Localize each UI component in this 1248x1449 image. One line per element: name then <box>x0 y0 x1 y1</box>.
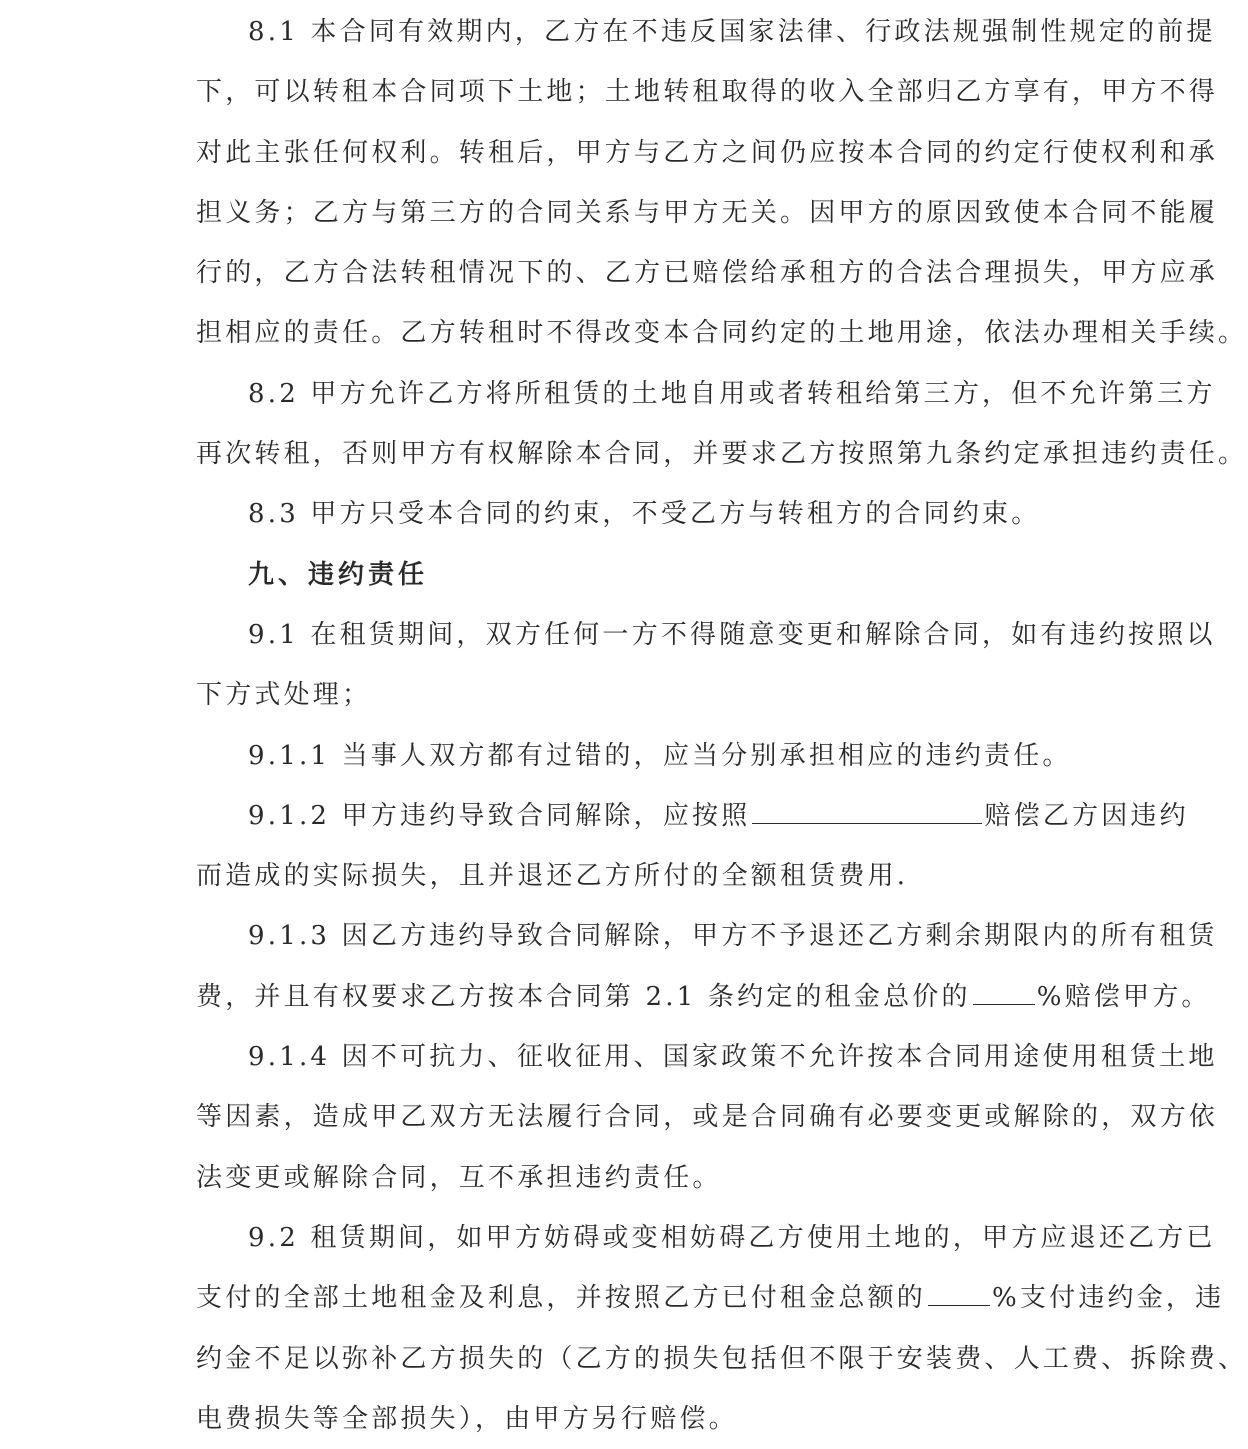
clause-8-1-line-6: 担相应的责任。乙方转租时不得改变本合同约定的土地用途，依法办理相关手续。 <box>196 318 1248 349</box>
clause-9-2-text-before: 支付的全部土地租金及利息，并按照乙方已付租金总额的 <box>196 1283 927 1314</box>
clause-8-2-line-2: 再次转租，否则甲方有权解除本合同，并要求乙方按照第九条约定承担违约责任。 <box>196 439 1248 470</box>
clause-9-1-2-line-2: 而造成的实际损失，且并退还乙方所付的全额租赁费用. <box>196 861 909 892</box>
clause-8-1-line-1: 8.1 本合同有效期内，乙方在不违反国家法律、行政法规强制性规定的前提 <box>248 17 1216 47</box>
clause-8-1-line-3: 对此主张任何权利。转租后，甲方与乙方之间仍应按本合同的约定行使权利和承 <box>196 137 1219 168</box>
clause-9-1-line-1: 9.1 在租赁期间，双方任何一方不得随意变更和解除合同，如有违约按照以 <box>248 619 1216 650</box>
fill-in-blank-compensation <box>752 801 982 824</box>
section-heading-breach-liability: 九、违约责任 <box>248 559 429 590</box>
clause-9-2-line-3: 约金不足以弥补乙方损失的（乙方的损失包括但不限于安装费、人工费、拆除费、 <box>196 1343 1248 1374</box>
clause-8-3-line-1: 8.3 甲方只受本合同的约束，不受乙方与转租方的合同约束。 <box>248 499 1041 530</box>
clause-9-1-4-line-1: 9.1.4 因不可抗力、征收征用、国家政策不允许按本合同用途使用租赁土地 <box>248 1042 1218 1073</box>
clause-8-1-line-5: 行的，乙方合法转租情况下的、乙方已赔偿给承租方的合法合理损失，甲方应承 <box>196 258 1219 289</box>
contract-page <box>196 2 1248 1449</box>
fill-in-blank-penalty-percentage <box>928 1283 990 1306</box>
clause-9-2-line-4: 电费损失等全部损失），由甲方另行赔偿。 <box>196 1403 738 1434</box>
clause-9-1-3-line-2 <box>196 967 1211 1027</box>
clause-9-1-2-text-before: 9.1.2 甲方违约导致合同解除，应按照 <box>248 800 751 831</box>
clause-9-1-1-line-1: 9.1.1 当事人双方都有过错的，应当分别承担相应的违约责任。 <box>248 740 1072 771</box>
clause-9-1-3-text-before: 费，并且有权要求乙方按本合同第 2.1 条约定的租金总价的 <box>196 981 971 1012</box>
clause-9-2-text-after: %支付违约金，违 <box>992 1283 1225 1314</box>
clause-9-2-line-2 <box>196 1268 1225 1328</box>
clause-8-2-line-1: 8.2 甲方允许乙方将所租赁的土地自用或者转租给第三方，但不允许第三方 <box>248 378 1216 409</box>
clause-9-2-line-1: 9.2 租赁期间，如甲方妨碍或变相妨碍乙方使用土地的，甲方应退还乙方已 <box>248 1222 1216 1253</box>
clause-9-1-3-text-after: %赔偿甲方。 <box>1036 981 1211 1012</box>
clause-9-1-2-text-after: 赔偿乙方因违约 <box>984 800 1189 831</box>
clause-9-1-4-line-2: 等因素，造成甲乙双方无法履行合同，或是合同确有必要变更或解除的，双方依 <box>196 1102 1219 1133</box>
clause-9-1-2-line-1 <box>196 786 1189 846</box>
clause-9-1-3-line-1: 9.1.3 因乙方违约导致合同解除，甲方不予退还乙方剩余期限内的所有租赁 <box>248 921 1218 952</box>
clause-9-1-4-line-3: 法变更或解除合同，互不承担违约责任。 <box>196 1162 722 1193</box>
clause-8-1-line-4: 担义务；乙方与第三方的合同关系与甲方无关。因甲方的原因致使本合同不能履 <box>196 197 1219 228</box>
clause-8-1-line-2: 下，可以转租本合同项下土地；土地转租取得的收入全部归乙方享有，甲方不得 <box>196 77 1219 108</box>
fill-in-blank-percentage <box>973 982 1035 1005</box>
clause-9-1-line-2: 下方式处理； <box>196 680 372 711</box>
